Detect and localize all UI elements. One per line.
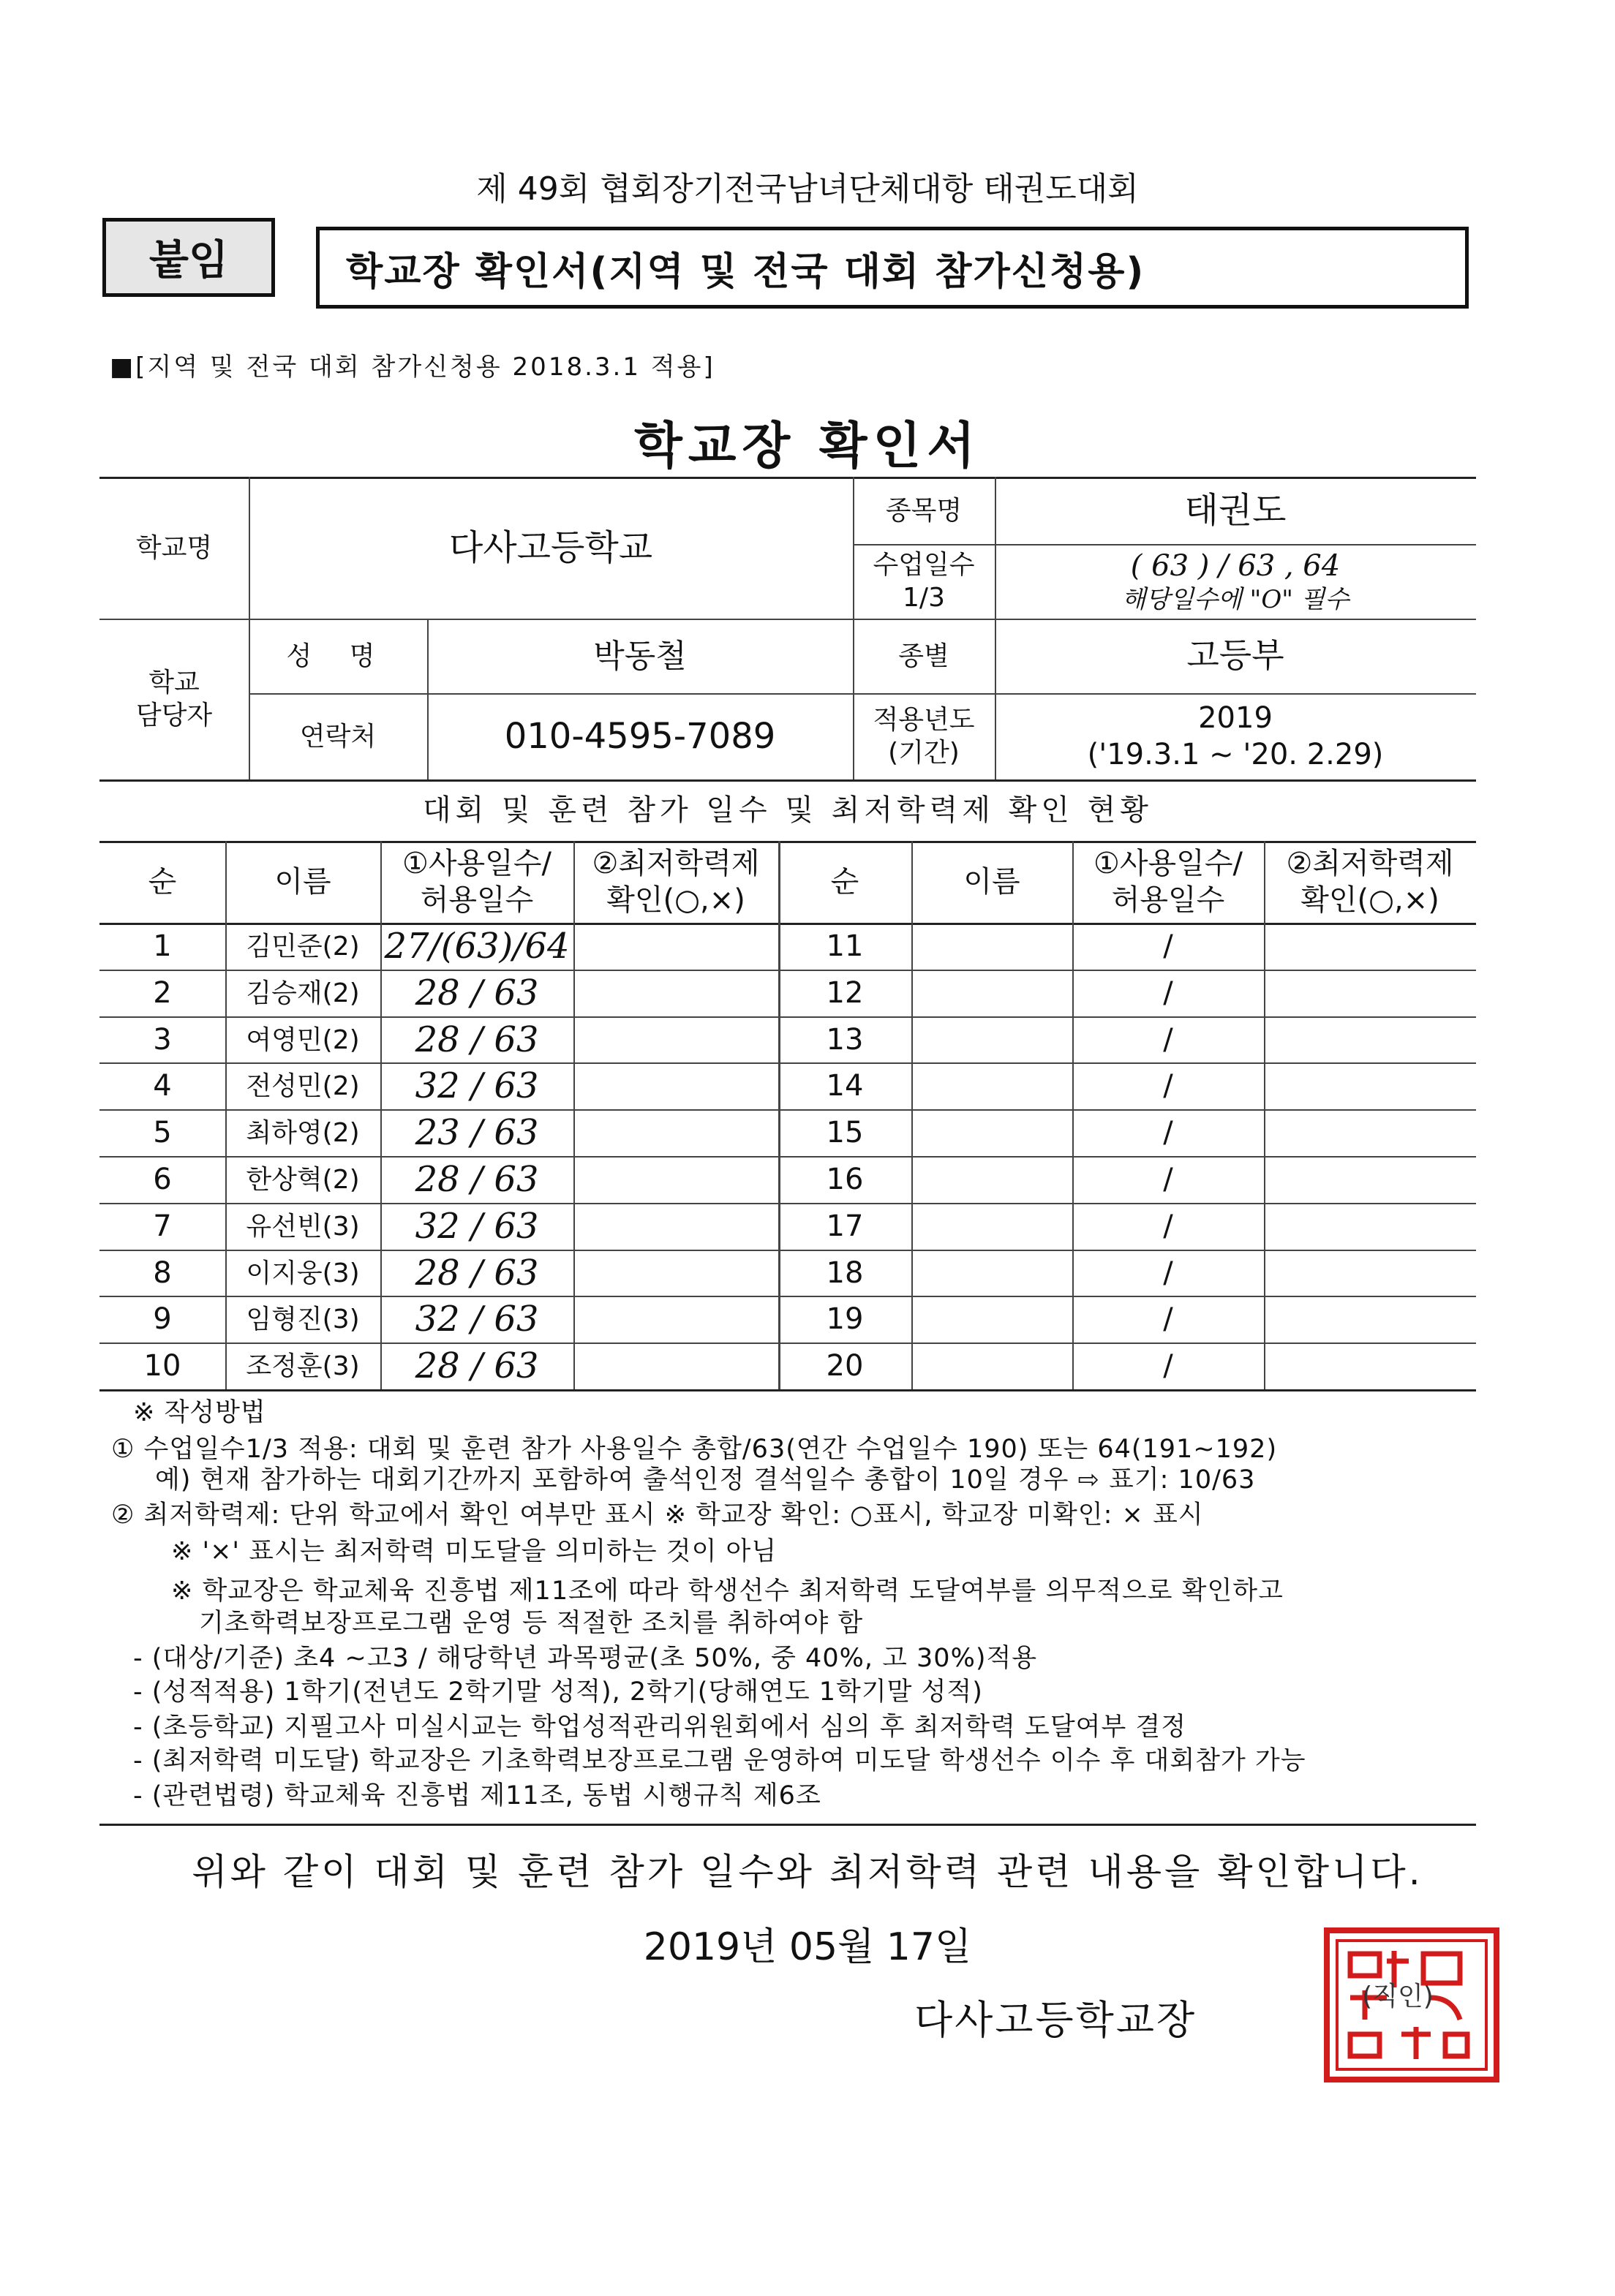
student-name: 한상혁(2) [246,1164,360,1195]
contact-value: 010-4595-7089 [504,716,776,757]
student-days: 32 / 63 [415,1065,539,1106]
student-days: / [1163,929,1173,963]
sport-label: 종목명 [885,495,963,526]
row-number: 9 [153,1302,172,1336]
student-name: 여영민(2) [246,1024,360,1055]
name-label: 성 명 [286,641,390,671]
note-line: - (최저학력 미도달) 학교장은 기초학력보장프로그램 운영하여 미도달 학생선수 이수 후 대회참가 가능 [133,1746,1306,1775]
student-days: 28 / 63 [415,1159,539,1200]
student-days: 32 / 63 [415,1299,539,1340]
student-days: 23 / 63 [415,1112,539,1153]
year-label-line: (기간) [888,738,960,768]
row-number: 12 [826,976,864,1010]
class-days-label-line: 1/3 [903,583,945,613]
note-line: - (관련법령) 학교체육 진흥법 제11조, 동법 시행규칙 제6조 [133,1781,821,1810]
row-number: 19 [826,1302,864,1336]
document-title: 학교장 확인서 [634,418,981,475]
sport-value: 태권도 [1184,490,1287,531]
header-days-line: 허용일수 [420,883,534,917]
student-days: 28 / 63 [415,973,539,1013]
student-name: 전성민(2) [246,1070,360,1101]
student-name: 임형진(3) [246,1304,360,1334]
attach-label: 붙임 [102,218,275,297]
note-line: ※ 작성방법 [133,1398,266,1427]
note-line: 예) 현재 참가하는 대회기간까지 포함하여 출석인정 결석일수 총합이 10일 경우 ⇨ 표기: 10/63 [155,1465,1256,1495]
manager-label [99,619,249,779]
table-bottom-border [99,1389,1476,1391]
row-number: 15 [826,1116,864,1149]
subject-title: 학교장 확인서(지역 및 전국 대회 참가신청용) [346,249,1145,294]
student-days: 28 / 63 [415,1345,539,1386]
class-days-value [995,544,1476,619]
note-line: ※ 학교장은 학교체육 진흥법 제11조에 따라 학생선수 최저학력 도달여부를 의무적으로 확인하고 [171,1576,1284,1606]
student-days: / [1163,1256,1173,1290]
division-value: 고등부 [1186,635,1284,676]
header-academic [573,841,778,923]
student-name: 최하영(2) [246,1117,360,1148]
student-name: 유선빈(3) [246,1211,360,1242]
status-title: 대회 및 훈련 참가 일수 및 최저학력제 확인 현황 [423,793,1153,827]
header-name: 이름 [963,865,1020,899]
note-line: ② 최저학력제: 단위 학교에서 확인 여부만 표시 ※ 학교장 확인: ○표시, 학교장 미확인: × 표시 [111,1500,1204,1530]
header-academic-line: ②최저학력제 [592,847,760,880]
row-number: 20 [826,1349,864,1383]
student-days: / [1163,1069,1173,1103]
header-seq: 순 [148,865,177,899]
row-number: 10 [143,1349,181,1383]
row-number: 4 [153,1069,172,1103]
student-days: / [1163,1302,1173,1336]
header-academic-line: 확인(○,×) [1300,883,1439,917]
manager-name: 박동철 [593,637,687,675]
confirmation-text: 위와 같이 대회 및 훈련 참가 일수와 최저학력 관련 내용을 확인합니다. [192,1851,1423,1893]
note-line: - (초등학교) 지필고사 미실시교는 학업성적관리위원회에서 심의 후 최저학력 도달여부 결정 [133,1712,1187,1742]
student-name: 조정훈(3) [246,1351,360,1381]
header-days-line: ①사용일수/ [1093,847,1243,880]
student-name: 이지웅(3) [246,1258,360,1288]
student-days: / [1163,1163,1173,1196]
note-line: - (대상/기준) 초4 ~고3 / 해당학년 과목평균(초 50%, 중 40%, 고 30%)적용 [133,1644,1038,1673]
year-label [853,693,995,779]
official-seal [1321,1925,1502,2090]
note-line: 기초학력보장프로그램 운영 등 적절한 조치를 취하여야 함 [199,1609,864,1638]
issue-date: 2019년 05월 17일 [643,1925,972,1969]
row-number: 6 [153,1163,172,1196]
row-number: 7 [153,1209,172,1243]
header-academic [1264,841,1476,923]
row-number: 14 [826,1069,864,1103]
seal-text: (직인) [1362,1982,1434,2012]
subject-box [316,227,1469,309]
student-days: / [1163,1116,1173,1149]
class-days-note: 해당일수에 "O" 필수 [1121,584,1349,614]
class-days-count: ( 63 ) / 63 , 64 [1130,548,1341,583]
class-days-label-line: 수업일수 [873,550,975,580]
header-days-line: ①사용일수/ [402,847,551,880]
student-days: 32 / 63 [415,1206,539,1247]
table-vline [573,841,575,1389]
event-title: 제 49회 협회장기전국남녀단체대항 태권도대회 [476,170,1139,208]
student-days: 28 / 63 [415,1019,539,1060]
row-number: 17 [826,1209,864,1243]
header-days-line: 허용일수 [1111,883,1225,917]
row-number: 13 [826,1023,864,1057]
row-number: 3 [153,1023,172,1057]
student-days: / [1163,1209,1173,1243]
header-days [380,841,573,923]
row-number: 1 [153,929,172,963]
row-number: 2 [153,976,172,1010]
student-name: 김민준(2) [246,931,360,962]
table-vline [1264,841,1265,1389]
manager-label-line: 담당자 [135,700,213,730]
contact-label: 연락처 [299,721,377,752]
table-vline [911,841,913,1389]
notes-divider [99,1824,1476,1826]
header-days [1072,841,1264,923]
row-number: 11 [826,929,864,963]
student-days: / [1163,1023,1173,1057]
manager-label-line: 학교 [148,668,200,698]
row-number: 5 [153,1116,172,1149]
student-days: / [1163,1349,1173,1383]
school-name: 다사고등학교 [448,527,653,568]
note-line: - (성적적용) 1학기(전년도 2학기말 성적), 2학기(당해연도 1학기말 성적) [133,1677,983,1707]
row-number: 16 [826,1163,864,1196]
student-days: / [1163,976,1173,1010]
year-label-line: 적용년도 [873,705,975,735]
student-days: 27/(63)/64 [384,926,570,967]
header-academic-line: 확인(○,×) [606,883,745,917]
header-seq: 순 [830,865,859,899]
header-academic-line: ②최저학력제 [1286,847,1454,880]
year-value [995,693,1476,779]
student-days: 28 / 63 [415,1253,539,1294]
class-days-label [853,544,995,619]
year-period-line: ('19.3.1 ~ '20. 2.29) [1087,738,1384,771]
header-name: 이름 [274,865,331,899]
note-line: ① 수업일수1/3 적용: 대회 및 훈련 참가 사용일수 총합/63(연간 수업일수 190) 또는 64(191~192) [111,1435,1278,1464]
note-line: ※ '×' 표시는 최저학력 미도달을 의미하는 것이 아님 [171,1537,778,1566]
year-value-line: 2019 [1198,701,1273,735]
school-label: 학교명 [135,532,213,563]
division-label: 종별 [898,641,949,671]
principal-name: 다사고등학교장 [914,1997,1197,2043]
apply-note: ■[지역 및 전국 대회 참가신청용 2018.3.1 적용] [110,352,715,382]
row-number: 18 [826,1256,864,1290]
row-number: 8 [153,1256,172,1290]
student-name: 김승재(2) [246,978,360,1008]
